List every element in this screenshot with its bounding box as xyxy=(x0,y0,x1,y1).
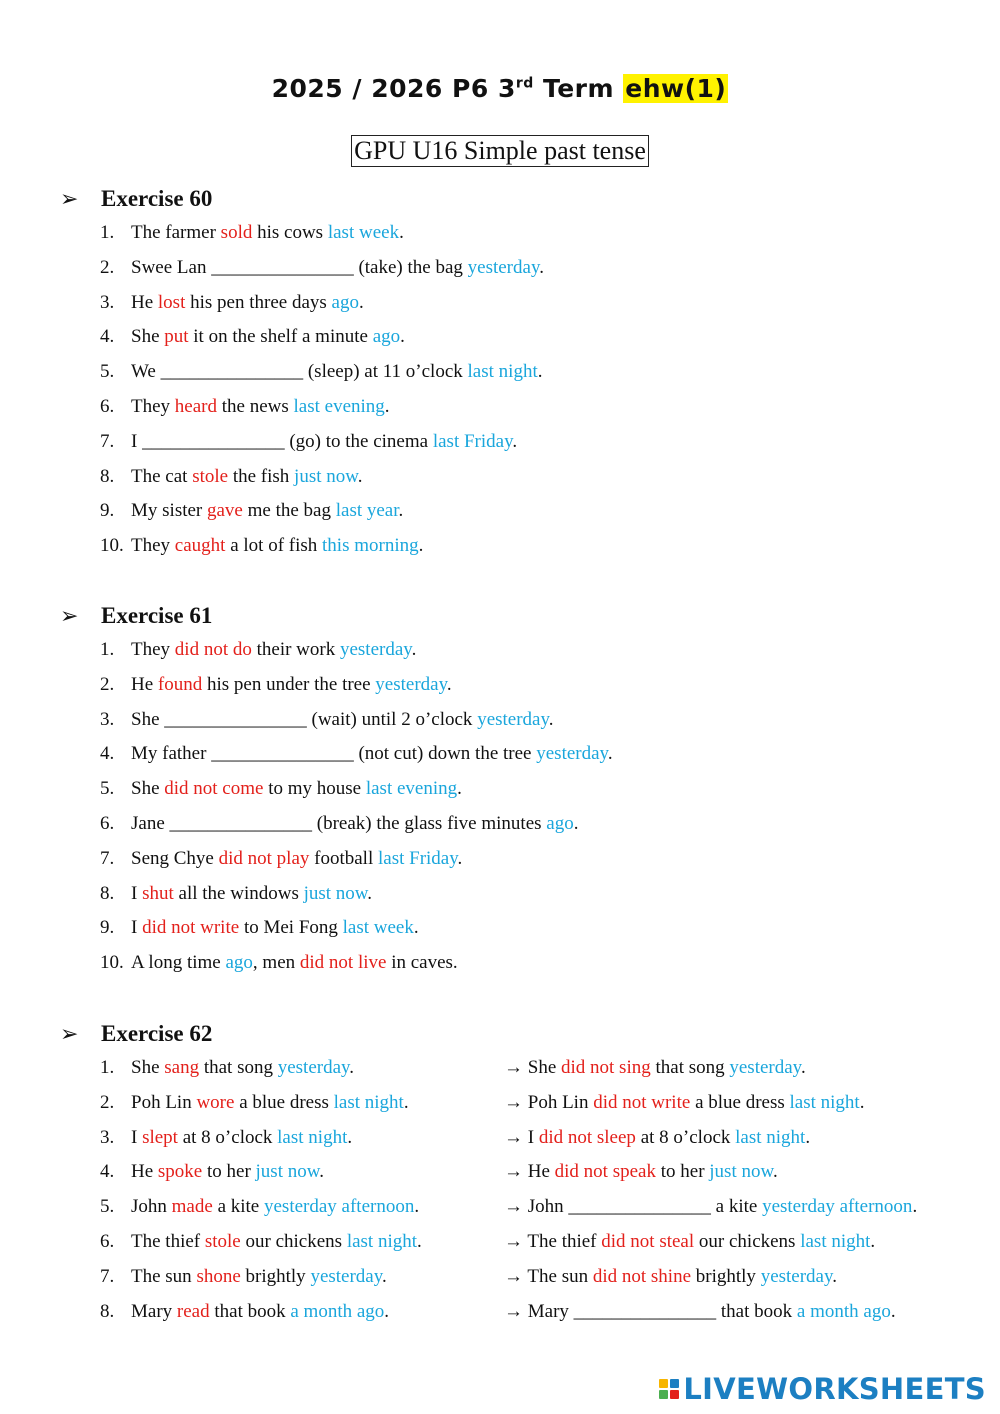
sentence-text: , men xyxy=(252,952,300,974)
verb-text: did not speak xyxy=(554,1161,656,1183)
time-expression-text: ago xyxy=(546,812,574,834)
question-item xyxy=(0,633,1000,668)
question-sentence xyxy=(131,1225,422,1260)
bullet-arrow-icon: ➢ xyxy=(60,1021,79,1046)
exercise-heading xyxy=(0,599,1000,633)
sentence-text: I xyxy=(131,917,143,939)
sentence-text: → John _______________ a kite xyxy=(504,1196,763,1218)
question-number: 3. xyxy=(100,291,115,313)
exercise-heading xyxy=(0,1017,1000,1051)
sentence-text: our chickens xyxy=(240,1230,347,1252)
verb-text: did not steal xyxy=(601,1230,695,1252)
question-number: 6. xyxy=(100,1230,115,1252)
verb-text: did not shine xyxy=(592,1265,692,1287)
question-item xyxy=(0,1225,1000,1260)
sentence-text: He xyxy=(131,1161,158,1183)
verb-text: gave xyxy=(207,500,243,522)
sentence-text: . xyxy=(414,1196,420,1218)
sentence-text: to my house xyxy=(263,778,366,800)
time-expression-text: last night xyxy=(789,1091,860,1113)
sentence-text: their work xyxy=(251,639,340,660)
sentence-text: to her xyxy=(202,1161,256,1183)
sentence-text: . xyxy=(457,847,463,869)
sentence-text: I xyxy=(131,882,143,904)
sentence-text: A long time xyxy=(131,952,226,974)
sentence-text: . xyxy=(357,465,363,487)
sentence-text: I xyxy=(131,1126,143,1148)
sentence-text: . xyxy=(512,430,518,452)
sentence-text: that song xyxy=(650,1057,730,1078)
sentence-text: Seng Chye xyxy=(131,847,219,869)
question-item xyxy=(0,286,1000,321)
question-sentence xyxy=(131,251,544,286)
sentence-text: . xyxy=(446,673,452,695)
sentence-text: My sister xyxy=(131,500,207,522)
question-number: 6. xyxy=(100,395,115,417)
time-expression-text: ago xyxy=(331,291,359,313)
time-expression-text: ago xyxy=(225,952,253,974)
question-number: 2. xyxy=(100,673,115,695)
sentence-text: . xyxy=(772,1161,778,1183)
time-expression-text: just now xyxy=(294,465,358,487)
time-expression-text: yesterday xyxy=(536,743,608,765)
sentence-text: . xyxy=(400,326,405,348)
sentence-text: . xyxy=(890,1300,896,1322)
exercise-title: Exercise 61 xyxy=(101,603,213,628)
sentence-text: to her xyxy=(655,1161,710,1183)
verb-text: made xyxy=(171,1196,213,1218)
question-number: 4. xyxy=(100,743,115,765)
sentence-text: that book xyxy=(209,1300,291,1322)
question-number: 5. xyxy=(100,361,115,383)
negative-answer-sentence xyxy=(504,1051,806,1086)
negative-answer-sentence xyxy=(504,1155,778,1190)
question-item xyxy=(0,1051,1000,1086)
question-sentence xyxy=(131,946,458,981)
sentence-text: Poh Lin xyxy=(131,1091,197,1113)
time-expression-text: last night xyxy=(800,1230,871,1252)
time-expression-text: yesterday xyxy=(375,673,447,695)
question-sentence xyxy=(131,668,452,703)
sentence-text: The sun xyxy=(131,1265,197,1287)
sentence-text: . xyxy=(398,500,404,522)
question-number: 10. xyxy=(100,535,124,557)
verb-text: sang xyxy=(164,1057,200,1078)
sentence-text: . xyxy=(358,291,364,313)
negative-answer-sentence xyxy=(504,1295,896,1330)
question-sentence xyxy=(131,1086,409,1121)
sentence-text: in caves. xyxy=(386,952,458,974)
time-expression-text: a month ago xyxy=(796,1300,891,1322)
verb-text: heard xyxy=(174,395,217,417)
time-expression-text: last week xyxy=(342,917,414,939)
sentence-text: . xyxy=(573,812,579,834)
question-number: 7. xyxy=(100,430,115,452)
verb-text: spoke xyxy=(157,1161,203,1183)
sentence-text: → She xyxy=(504,1057,561,1078)
question-item xyxy=(0,1260,1000,1295)
question-number: 1. xyxy=(100,639,115,660)
sentence-text: . xyxy=(384,1300,390,1322)
sentence-text: a blue dress xyxy=(690,1091,790,1113)
bullet-arrow-icon: ➢ xyxy=(60,186,79,211)
negative-answer-sentence xyxy=(504,1190,917,1225)
time-expression-text: a month ago xyxy=(290,1300,385,1322)
sentence-text: brightly xyxy=(240,1265,311,1287)
question-number: 4. xyxy=(100,326,115,348)
exercise-heading xyxy=(0,182,1000,216)
question-sentence xyxy=(131,1051,354,1086)
exercise-title: Exercise 62 xyxy=(101,1021,213,1046)
question-sentence xyxy=(131,425,517,460)
sentence-text: . xyxy=(411,639,417,660)
sentence-text: . xyxy=(870,1230,876,1252)
time-expression-text: last night xyxy=(346,1230,418,1252)
time-expression-text: yesterday xyxy=(310,1265,383,1287)
question-sentence xyxy=(131,807,578,842)
sentence-text: . xyxy=(349,1057,355,1078)
question-item xyxy=(0,251,1000,286)
question-sentence xyxy=(131,703,554,738)
sentence-text: his pen under the tree xyxy=(202,673,376,695)
sentence-text: We _______________ (sleep) at 11 o’clock xyxy=(131,361,468,383)
question-item xyxy=(0,1295,1000,1330)
question-sentence xyxy=(131,286,364,321)
question-number: 5. xyxy=(100,778,115,800)
subtitle-box: GPU U16 Simple past tense xyxy=(351,135,649,167)
negative-answer-sentence xyxy=(504,1225,875,1260)
time-expression-text: last night xyxy=(277,1126,348,1148)
question-item xyxy=(0,842,1000,877)
time-expression-text: last night xyxy=(467,361,538,383)
sentence-text: John xyxy=(131,1196,172,1218)
sentence-text: They xyxy=(131,639,175,660)
question-number: 3. xyxy=(100,1126,115,1148)
question-sentence xyxy=(131,911,419,946)
sentence-text: . xyxy=(417,1230,422,1252)
time-expression-text: last night xyxy=(735,1126,806,1148)
question-item xyxy=(0,772,1000,807)
sentence-text: . xyxy=(413,917,419,939)
exercise-62-section xyxy=(0,1017,1000,1329)
sentence-text: → The sun xyxy=(504,1265,593,1287)
verb-text: did not sing xyxy=(561,1057,651,1078)
question-number: 4. xyxy=(100,1161,115,1183)
sentence-text: → Poh Lin xyxy=(504,1091,594,1113)
exercise-61-section xyxy=(0,599,1000,981)
question-number: 6. xyxy=(100,812,115,834)
sentence-text: . xyxy=(382,1265,387,1287)
sentence-text: a blue dress xyxy=(234,1091,334,1113)
question-number: 8. xyxy=(100,465,115,487)
sentence-text: the news xyxy=(217,395,294,417)
sentence-text: brightly xyxy=(691,1265,761,1287)
time-expression-text: yesterday xyxy=(339,639,412,660)
sentence-text: . xyxy=(319,1161,324,1183)
sentence-text: me the bag xyxy=(242,500,336,522)
question-number: 1. xyxy=(100,1057,115,1078)
sentence-text: → The thief xyxy=(504,1230,602,1252)
sentence-text: My father _______________ (not cut) down the tree xyxy=(131,743,537,765)
question-sentence xyxy=(131,633,416,668)
liveworksheets-logo: LIVEWORKSHEETS xyxy=(659,1372,986,1406)
sentence-text: I _______________ (go) to the cinema xyxy=(131,430,433,452)
question-sentence xyxy=(131,842,462,877)
question-sentence xyxy=(131,529,423,564)
sentence-text: Mary xyxy=(131,1300,177,1322)
sentence-text: . xyxy=(418,535,424,557)
question-sentence xyxy=(131,390,390,425)
sentence-text: They xyxy=(131,535,175,557)
question-sentence xyxy=(131,737,613,772)
time-expression-text: yesterday xyxy=(729,1057,801,1078)
sentence-text: → I xyxy=(504,1126,539,1148)
verb-text: shone xyxy=(196,1265,241,1287)
question-item xyxy=(0,1190,1000,1225)
sentence-text: The cat xyxy=(131,465,193,487)
sentence-text: She _______________ (wait) until 2 o’clock xyxy=(131,708,478,730)
question-item xyxy=(0,807,1000,842)
verb-text: did not play xyxy=(218,847,310,869)
question-item xyxy=(0,703,1000,738)
time-expression-text: yesterday xyxy=(477,708,549,730)
question-number: 9. xyxy=(100,917,115,939)
question-number: 8. xyxy=(100,1300,115,1322)
verb-text: did not write xyxy=(593,1091,691,1113)
sentence-text: The thief xyxy=(131,1230,205,1252)
question-sentence xyxy=(131,772,462,807)
sentence-text: . xyxy=(805,1126,811,1148)
time-expression-text: just now xyxy=(709,1161,773,1183)
sentence-text: She xyxy=(131,326,165,348)
question-item xyxy=(0,390,1000,425)
question-item xyxy=(0,216,1000,251)
sentence-text: . xyxy=(403,1091,409,1113)
sentence-text: . xyxy=(384,395,390,417)
sentence-text: at 8 o’clock xyxy=(177,1126,278,1148)
question-item xyxy=(0,1086,1000,1121)
question-sentence xyxy=(131,494,403,529)
question-sentence xyxy=(131,877,372,912)
negative-answer-sentence xyxy=(504,1121,810,1156)
question-sentence xyxy=(131,1190,419,1225)
question-sentence xyxy=(131,1121,352,1156)
time-expression-text: ago xyxy=(372,326,401,348)
question-item xyxy=(0,425,1000,460)
time-expression-text: last Friday xyxy=(378,847,458,869)
sentence-text: . xyxy=(537,361,543,383)
sentence-text: They xyxy=(131,395,175,417)
question-number: 5. xyxy=(100,1196,115,1218)
time-expression-text: last week xyxy=(327,222,400,243)
question-number: 10. xyxy=(100,952,124,974)
time-expression-text: yesterday afternoon xyxy=(762,1196,913,1218)
time-expression-text: just now xyxy=(303,882,368,904)
sentence-text: a kite xyxy=(212,1196,264,1218)
question-item xyxy=(0,877,1000,912)
question-number: 1. xyxy=(100,222,115,243)
question-number: 3. xyxy=(100,708,115,730)
sentence-text: our chickens xyxy=(694,1230,801,1252)
exercise-title: Exercise 60 xyxy=(101,186,213,211)
title-highlight: ehw(1) xyxy=(625,74,727,103)
time-expression-text: yesterday xyxy=(467,256,540,278)
verb-text: stole xyxy=(204,1230,241,1252)
page-title: 2025 / 2026 P6 3rd Term ehw(1) xyxy=(271,74,727,103)
sentence-text: a lot of fish xyxy=(225,535,323,557)
sentence-text: his pen three days xyxy=(185,291,332,313)
time-expression-text: this morning xyxy=(322,535,419,557)
question-item xyxy=(0,911,1000,946)
question-number: 7. xyxy=(100,1265,115,1287)
question-item xyxy=(0,355,1000,390)
sentence-text: She xyxy=(131,778,165,800)
question-number: 7. xyxy=(100,847,115,869)
verb-text: did not do xyxy=(174,639,252,660)
question-sentence xyxy=(131,1155,324,1190)
sentence-text: . xyxy=(347,1126,353,1148)
sentence-text: all the windows xyxy=(173,882,304,904)
time-expression-text: yesterday xyxy=(760,1265,833,1287)
question-sentence xyxy=(131,216,404,251)
question-item xyxy=(0,1121,1000,1156)
verb-text: caught xyxy=(174,535,226,557)
sentence-text: . xyxy=(859,1091,865,1113)
sentence-text: . xyxy=(367,882,373,904)
negative-answer-sentence xyxy=(504,1260,837,1295)
verb-text: shut xyxy=(142,882,174,904)
question-number: 2. xyxy=(100,1091,115,1113)
verb-text: wore xyxy=(196,1091,235,1113)
time-expression-text: last evening xyxy=(365,778,458,800)
sentence-text: . xyxy=(607,743,613,765)
question-sentence xyxy=(131,355,542,390)
sentence-text: . xyxy=(457,778,462,800)
liveworksheets-logo-icon xyxy=(659,1379,679,1399)
sentence-text: it on the shelf a minute xyxy=(188,326,373,348)
sentence-text: his cows xyxy=(252,222,328,243)
sentence-text: He xyxy=(131,673,158,695)
sentence-text: → Mary _______________ that book xyxy=(504,1300,797,1322)
time-expression-text: last Friday xyxy=(432,430,513,452)
sentence-text: at 8 o’clock xyxy=(635,1126,736,1148)
question-item xyxy=(0,946,1000,981)
question-sentence xyxy=(131,1295,389,1330)
sentence-text: that song xyxy=(199,1057,278,1078)
bullet-arrow-icon: ➢ xyxy=(60,603,79,628)
question-item xyxy=(0,460,1000,495)
verb-text: put xyxy=(164,326,189,348)
sentence-text: . xyxy=(800,1057,806,1078)
sentence-text: She xyxy=(131,1057,165,1078)
question-item xyxy=(0,737,1000,772)
sentence-text: . xyxy=(548,708,554,730)
sentence-text: . xyxy=(399,222,404,243)
question-sentence xyxy=(131,1260,387,1295)
sentence-text: . xyxy=(912,1196,918,1218)
verb-text: sold xyxy=(220,222,253,243)
exercise-60-section xyxy=(0,182,1000,564)
sentence-text: The farmer xyxy=(131,222,221,243)
sentence-text: He xyxy=(131,291,158,313)
question-item xyxy=(0,529,1000,564)
verb-text: slept xyxy=(142,1126,178,1148)
question-item xyxy=(0,1155,1000,1190)
sentence-text: football xyxy=(309,847,378,869)
time-expression-text: last evening xyxy=(293,395,385,417)
verb-text: did not write xyxy=(142,917,240,939)
time-expression-text: last night xyxy=(333,1091,404,1113)
question-number: 2. xyxy=(100,256,115,278)
time-expression-text: yesterday xyxy=(277,1057,350,1078)
question-item xyxy=(0,320,1000,355)
question-sentence xyxy=(131,320,405,355)
question-number: 9. xyxy=(100,500,115,522)
sentence-text: Swee Lan _______________ (take) the bag xyxy=(131,256,468,278)
time-expression-text: last year xyxy=(335,500,399,522)
sentence-text: → He xyxy=(504,1161,555,1183)
question-item xyxy=(0,494,1000,529)
verb-text: did not sleep xyxy=(538,1126,636,1148)
verb-text: read xyxy=(176,1300,210,1322)
sentence-text: Jane _______________ (break) the glass five minutes xyxy=(131,812,547,834)
verb-text: did not come xyxy=(164,778,264,800)
question-number: 8. xyxy=(100,882,115,904)
time-expression-text: just now xyxy=(255,1161,320,1183)
verb-text: did not live xyxy=(299,952,387,974)
sentence-text: the fish xyxy=(228,465,295,487)
time-expression-text: yesterday afternoon xyxy=(264,1196,415,1218)
sentence-text: to Mei Fong xyxy=(239,917,343,939)
verb-text: found xyxy=(157,673,203,695)
question-sentence xyxy=(131,460,363,495)
verb-text: stole xyxy=(192,465,229,487)
question-item xyxy=(0,668,1000,703)
negative-answer-sentence xyxy=(504,1086,864,1121)
sentence-text: . xyxy=(539,256,544,278)
sentence-text: . xyxy=(832,1265,838,1287)
verb-text: lost xyxy=(157,291,186,313)
